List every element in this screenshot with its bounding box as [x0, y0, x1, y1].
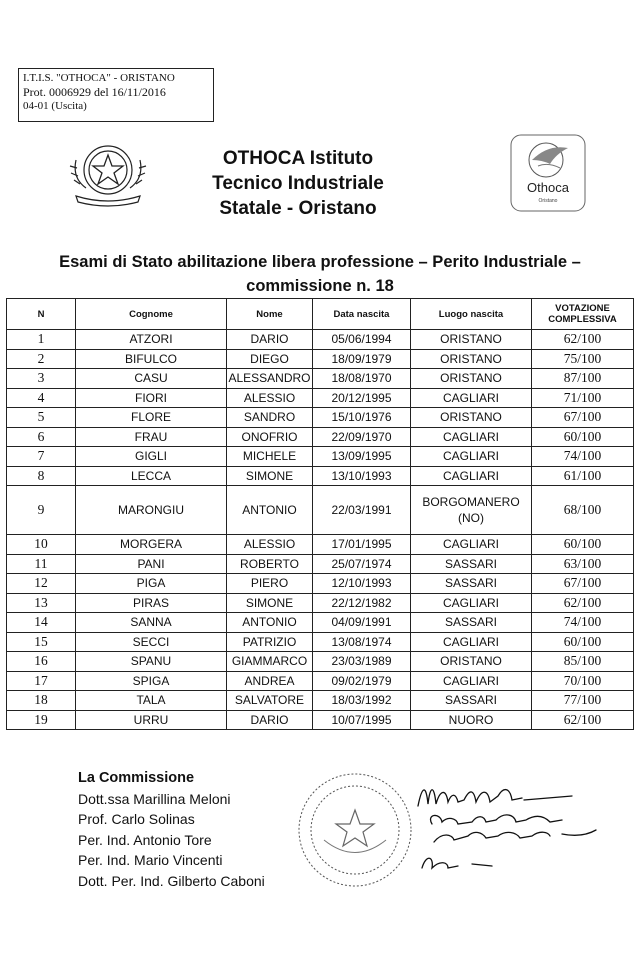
table-row: [7, 349, 634, 369]
table-row: [7, 613, 634, 633]
birth-place-cell: CAGLIARI: [411, 593, 532, 613]
birth-place-cell: SASSARI: [411, 691, 532, 711]
surname-cell: PIGA: [76, 574, 227, 594]
name-cell: ONOFRIO: [227, 427, 313, 447]
name-cell: PIERO: [227, 574, 313, 594]
birth-date-cell: 23/03/1989: [313, 652, 411, 672]
score-cell: 85/100: [532, 652, 634, 672]
handwritten-signatures: [412, 776, 602, 896]
birth-place-cell: SASSARI: [411, 554, 532, 574]
othoca-logo: [510, 134, 586, 212]
name-cell: SIMONE: [227, 593, 313, 613]
birth-place-cell: CAGLIARI: [411, 671, 532, 691]
row-number: 17: [7, 671, 76, 691]
surname-cell: MORGERA: [76, 535, 227, 555]
table-row: [7, 593, 634, 613]
birth-date-cell: 10/07/1995: [313, 710, 411, 730]
birth-place-cell: SASSARI: [411, 613, 532, 633]
official-seal-stamp: [290, 770, 420, 890]
table-row: [7, 691, 634, 711]
score-cell: 62/100: [532, 710, 634, 730]
birth-place-cell: ORISTANO: [411, 330, 532, 350]
birth-date-cell: 18/09/1979: [313, 349, 411, 369]
score-cell: 61/100: [532, 466, 634, 486]
birth-date-cell: 22/12/1982: [313, 593, 411, 613]
surname-cell: PANI: [76, 554, 227, 574]
birth-date-cell: 15/10/1976: [313, 408, 411, 428]
protocol-number: Prot. 0006929 del 16/11/2016: [23, 85, 166, 99]
birth-place-cell: NUORO: [411, 710, 532, 730]
surname-cell: URRU: [76, 710, 227, 730]
table-row: [7, 671, 634, 691]
birth-date-cell: 13/10/1993: [313, 466, 411, 486]
school-title-line3: Statale - Oristano: [219, 198, 377, 219]
name-cell: ANTONIO: [227, 613, 313, 633]
table-row: [7, 574, 634, 594]
surname-cell: TALA: [76, 691, 227, 711]
commission-member: Prof. Carlo Solinas: [78, 811, 195, 827]
table-header-row: [7, 299, 634, 330]
row-number: 15: [7, 632, 76, 652]
score-cell: 75/100: [532, 349, 634, 369]
row-number: 19: [7, 710, 76, 730]
row-number: 9: [7, 486, 76, 535]
surname-cell: BIFULCO: [76, 349, 227, 369]
logo-subtext: Oristano: [538, 198, 558, 204]
table-row: [7, 466, 634, 486]
birth-place-cell: CAGLIARI: [411, 632, 532, 652]
name-cell: ALESSIO: [227, 388, 313, 408]
table-row: [7, 330, 634, 350]
surname-cell: SPANU: [76, 652, 227, 672]
surname-cell: FRAU: [76, 427, 227, 447]
logo-text: Othoca: [527, 180, 569, 195]
protocol-stamp-line1: I.T.I.S. "OTHOCA" - ORISTANO: [23, 72, 175, 84]
row-number: 4: [7, 388, 76, 408]
school-title: [178, 146, 418, 221]
name-cell: ANDREA: [227, 671, 313, 691]
header-birth-date: Data nascita: [313, 299, 411, 330]
row-number: 7: [7, 447, 76, 467]
row-number: 6: [7, 427, 76, 447]
protocol-stamp-line3: 04-01 (Uscita): [23, 100, 87, 112]
birth-date-cell: 17/01/1995: [313, 535, 411, 555]
birth-date-cell: 13/09/1995: [313, 447, 411, 467]
table-row: [7, 427, 634, 447]
name-cell: SIMONE: [227, 466, 313, 486]
birth-place-cell: CAGLIARI: [411, 427, 532, 447]
row-number: 10: [7, 535, 76, 555]
surname-cell: SPIGA: [76, 671, 227, 691]
row-number: 1: [7, 330, 76, 350]
birth-date-cell: 25/07/1974: [313, 554, 411, 574]
protocol-stamp: [18, 68, 214, 122]
surname-cell: GIGLI: [76, 447, 227, 467]
name-cell: ALESSIO: [227, 535, 313, 555]
row-number: 2: [7, 349, 76, 369]
surname-cell: SECCI: [76, 632, 227, 652]
birth-place-cell: ORISTANO: [411, 369, 532, 389]
birth-place-cell: CAGLIARI: [411, 535, 532, 555]
row-number: 14: [7, 613, 76, 633]
score-cell: 68/100: [532, 486, 634, 535]
score-cell: 60/100: [532, 632, 634, 652]
birth-date-cell: 20/12/1995: [313, 388, 411, 408]
republic-emblem-icon: [62, 138, 154, 210]
table-row: [7, 408, 634, 428]
commission-heading: La Commissione: [78, 770, 195, 786]
school-title-line1: OTHOCA Istituto: [222, 148, 374, 169]
birth-place-cell: CAGLIARI: [411, 447, 532, 467]
score-cell: 60/100: [532, 427, 634, 447]
score-cell: 67/100: [532, 408, 634, 428]
row-number: 18: [7, 691, 76, 711]
table-row: [7, 369, 634, 389]
row-number: 13: [7, 593, 76, 613]
score-cell: 62/100: [532, 330, 634, 350]
row-number: 11: [7, 554, 76, 574]
commission-member: Dott.ssa Marillina Meloni: [78, 790, 231, 807]
table-row: [7, 535, 634, 555]
commission-block: [78, 768, 265, 891]
score-cell: 70/100: [532, 671, 634, 691]
table-row: [7, 388, 634, 408]
commission-member: Per. Ind. Mario Vincenti: [78, 852, 223, 868]
surname-cell: ATZORI: [76, 330, 227, 350]
score-cell: 63/100: [532, 554, 634, 574]
birth-date-cell: 09/02/1979: [313, 671, 411, 691]
name-cell: DARIO: [227, 330, 313, 350]
header-name: Nome: [227, 299, 313, 330]
name-cell: ANTONIO: [227, 486, 313, 535]
surname-cell: CASU: [76, 369, 227, 389]
school-title-line2: Tecnico Industriale: [212, 173, 384, 194]
surname-cell: SANNA: [76, 613, 227, 633]
surname-cell: PIRAS: [76, 593, 227, 613]
birth-place-cell: CAGLIARI: [411, 388, 532, 408]
birth-place-cell: ORISTANO: [411, 652, 532, 672]
table-row: [7, 486, 634, 535]
score-cell: 87/100: [532, 369, 634, 389]
header-surname: Cognome: [76, 299, 227, 330]
score-cell: 62/100: [532, 593, 634, 613]
table-row: [7, 554, 634, 574]
score-cell: 67/100: [532, 574, 634, 594]
birth-date-cell: 22/09/1970: [313, 427, 411, 447]
name-cell: MICHELE: [227, 447, 313, 467]
commission-member: Per. Ind. Antonio Tore: [78, 831, 212, 848]
birth-place-cell: ORISTANO: [411, 408, 532, 428]
birth-date-cell: 12/10/1993: [313, 574, 411, 594]
score-cell: 71/100: [532, 388, 634, 408]
row-number: 12: [7, 574, 76, 594]
row-number: 3: [7, 369, 76, 389]
birth-date-cell: 22/03/1991: [313, 486, 411, 535]
name-cell: PATRIZIO: [227, 632, 313, 652]
row-number: 16: [7, 652, 76, 672]
score-cell: 74/100: [532, 613, 634, 633]
surname-cell: FIORI: [76, 388, 227, 408]
table-row: [7, 632, 634, 652]
name-cell: SALVATORE: [227, 691, 313, 711]
header-score: VOTAZIONE COMPLESSIVA: [532, 299, 634, 330]
score-cell: 74/100: [532, 447, 634, 467]
name-cell: ALESSANDRO: [227, 369, 313, 389]
birth-place-cell: BORGOMANERO (NO): [411, 486, 532, 535]
birth-date-cell: 13/08/1974: [313, 632, 411, 652]
birth-date-cell: 04/09/1991: [313, 613, 411, 633]
birth-date-cell: 18/08/1970: [313, 369, 411, 389]
row-number: 8: [7, 466, 76, 486]
birth-place-cell: ORISTANO: [411, 349, 532, 369]
exam-title-line2: commissione n. 18: [246, 277, 394, 295]
row-number: 5: [7, 408, 76, 428]
surname-cell: LECCA: [76, 466, 227, 486]
exam-title: [0, 250, 640, 298]
name-cell: DIEGO: [227, 349, 313, 369]
name-cell: ROBERTO: [227, 554, 313, 574]
birth-place-cell: SASSARI: [411, 574, 532, 594]
surname-cell: MARONGIU: [76, 486, 227, 535]
commission-member: Dott. Per. Ind. Gilberto Caboni: [78, 872, 265, 889]
exam-title-line1: Esami di Stato abilitazione libera professione – Perito Industriale –: [59, 253, 581, 271]
score-cell: 77/100: [532, 691, 634, 711]
header-birth-place: Luogo nascita: [411, 299, 532, 330]
score-cell: 60/100: [532, 535, 634, 555]
table-row: [7, 447, 634, 467]
birth-date-cell: 18/03/1992: [313, 691, 411, 711]
birth-date-cell: 05/06/1994: [313, 330, 411, 350]
header-n: N: [7, 299, 76, 330]
table-row: [7, 652, 634, 672]
name-cell: DARIO: [227, 710, 313, 730]
results-table: [6, 298, 634, 730]
surname-cell: FLORE: [76, 408, 227, 428]
name-cell: GIAMMARCO: [227, 652, 313, 672]
name-cell: SANDRO: [227, 408, 313, 428]
birth-place-cell: CAGLIARI: [411, 466, 532, 486]
table-row: [7, 710, 634, 730]
